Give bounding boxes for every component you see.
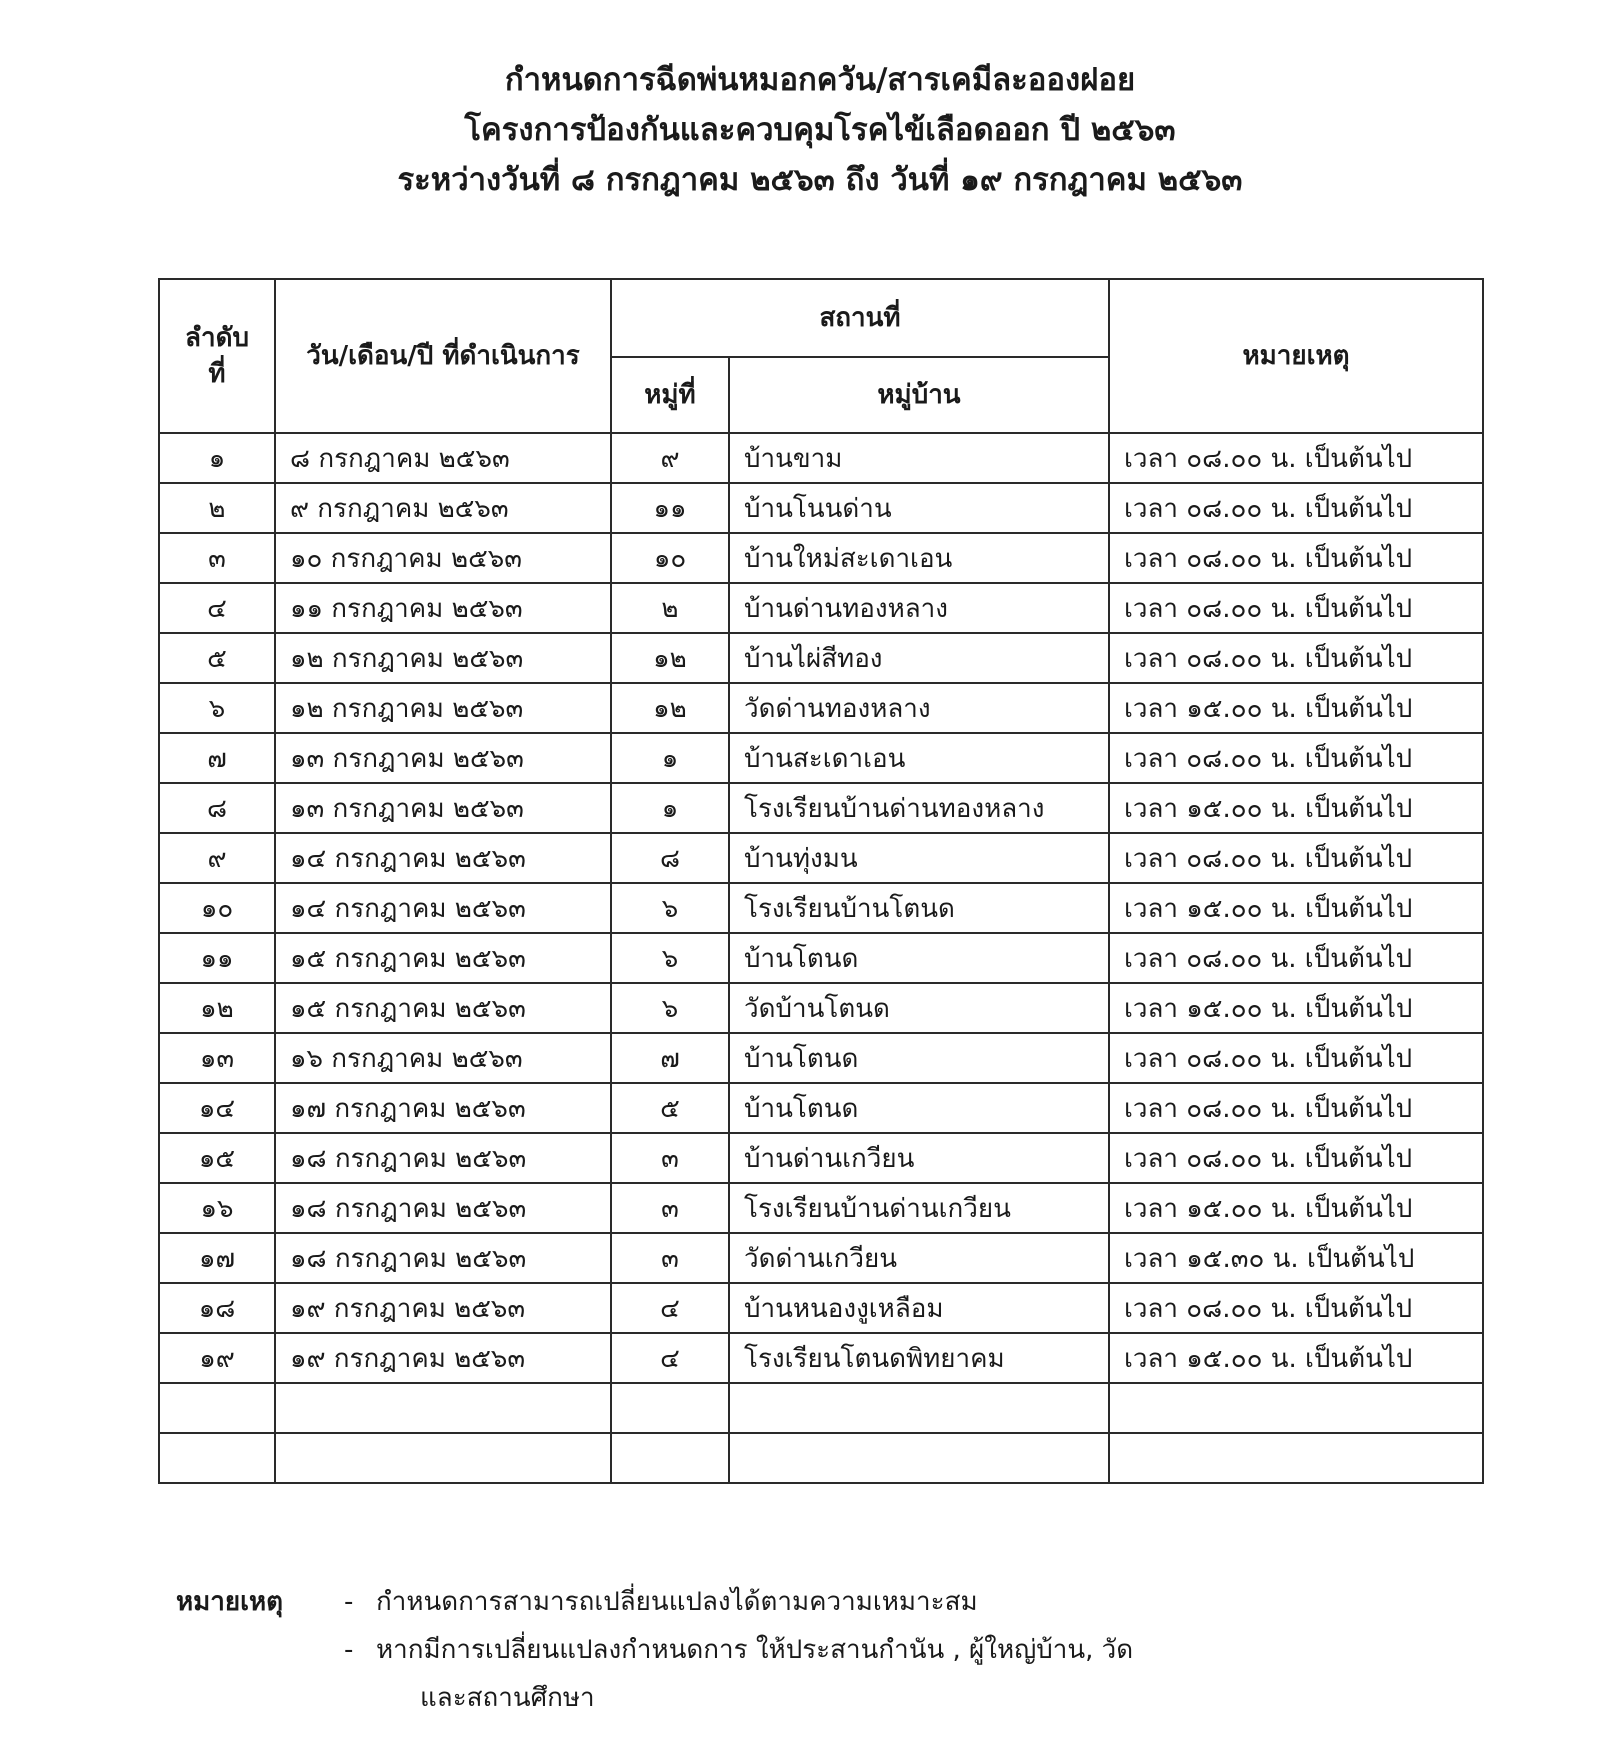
row-village: โรงเรียนโตนดพิทยาคม [729, 1333, 1109, 1383]
table-row [159, 1283, 1483, 1333]
table-row [159, 433, 1483, 483]
empty-cell [275, 1433, 611, 1483]
row-village: บ้านขาม [729, 433, 1109, 483]
table-row [159, 1333, 1483, 1383]
row-remark: เวลา ๑๕.๐๐ น. เป็นต้นไป [1109, 883, 1483, 933]
row-moo: ๖ [611, 883, 729, 933]
empty-cell [611, 1433, 729, 1483]
row-moo: ๓ [611, 1133, 729, 1183]
table-row [159, 833, 1483, 883]
row-moo: ๘ [611, 833, 729, 883]
row-village: บ้านโนนด่าน [729, 483, 1109, 533]
row-number: ๑๘ [159, 1283, 275, 1333]
row-date: ๑๕ กรกฎาคม ๒๕๖๓ [275, 983, 611, 1033]
header-moo: หมู่ที่ [611, 357, 729, 433]
row-number: ๙ [159, 833, 275, 883]
header-line-3: ระหว่างวันที่ ๘ กรกฎาคม ๒๕๖๓ ถึง วันที่ ๑๙ กรกฎาคม ๒๕๖๓ [397, 162, 1243, 198]
row-date: ๑๗ กรกฎาคม ๒๕๖๓ [275, 1083, 611, 1133]
row-remark: เวลา ๐๘.๐๐ น. เป็นต้นไป [1109, 1033, 1483, 1083]
row-remark: เวลา ๐๘.๐๐ น. เป็นต้นไป [1109, 933, 1483, 983]
row-remark: เวลา ๐๘.๐๐ น. เป็นต้นไป [1109, 833, 1483, 883]
table-row [159, 683, 1483, 733]
table-row [159, 1033, 1483, 1083]
header-line-2: โครงการป้องกันและควบคุมโรคไข้เลือดออก ปี ๒๕๖๓ [464, 112, 1176, 148]
row-date: ๑๘ กรกฎาคม ๒๕๖๓ [275, 1133, 611, 1183]
row-moo: ๑๒ [611, 683, 729, 733]
row-number: ๑๕ [159, 1133, 275, 1183]
row-date: ๑๓ กรกฎาคม ๒๕๖๓ [275, 783, 611, 833]
table-row [159, 783, 1483, 833]
row-remark: เวลา ๐๘.๐๐ น. เป็นต้นไป [1109, 583, 1483, 633]
row-remark: เวลา ๑๕.๐๐ น. เป็นต้นไป [1109, 983, 1483, 1033]
row-remark: เวลา ๐๘.๐๐ น. เป็นต้นไป [1109, 533, 1483, 583]
row-remark: เวลา ๑๕.๐๐ น. เป็นต้นไป [1109, 783, 1483, 833]
row-number: ๒ [159, 483, 275, 533]
row-moo: ๒ [611, 583, 729, 633]
row-moo: ๓ [611, 1233, 729, 1283]
row-village: บ้านด่านทองหลาง [729, 583, 1109, 633]
row-number: ๖ [159, 683, 275, 733]
row-number: ๔ [159, 583, 275, 633]
header-village: หมู่บ้าน [729, 357, 1109, 433]
row-remark: เวลา ๑๕.๐๐ น. เป็นต้นไป [1109, 683, 1483, 733]
row-number: ๑๔ [159, 1083, 275, 1133]
notes-dash-1: - [344, 1587, 354, 1617]
row-number: ๘ [159, 783, 275, 833]
row-remark: เวลา ๐๘.๐๐ น. เป็นต้นไป [1109, 1283, 1483, 1333]
header-place: สถานที่ [611, 279, 1109, 357]
row-date: ๑๐ กรกฎาคม ๒๕๖๓ [275, 533, 611, 583]
notes-dash-2: - [344, 1635, 354, 1665]
notes-item-2: หากมีการเปลี่ยนแปลงกำหนดการ ให้ประสานกำนัน , ผู้ใหญ่บ้าน, วัด [376, 1635, 1134, 1665]
row-date: ๑๙ กรกฎาคม ๒๕๖๓ [275, 1333, 611, 1383]
row-moo: ๓ [611, 1183, 729, 1233]
row-number: ๑๓ [159, 1033, 275, 1083]
row-village: โรงเรียนบ้านด่านเกวียน [729, 1183, 1109, 1233]
row-village: บ้านทุ่งมน [729, 833, 1109, 883]
header-line-1: กำหนดการฉีดพ่นหมอกควัน/สารเคมีละอองฝอย [504, 62, 1136, 98]
row-number: ๗ [159, 733, 275, 783]
row-number: ๑๙ [159, 1333, 275, 1383]
row-village: วัดบ้านโตนด [729, 983, 1109, 1033]
row-village: วัดด่านเกวียน [729, 1233, 1109, 1283]
table-row [159, 1183, 1483, 1233]
document-header [0, 55, 1600, 205]
empty-table-row [159, 1433, 1483, 1483]
table-row [159, 883, 1483, 933]
row-date: ๑๘ กรกฎาคม ๒๕๖๓ [275, 1183, 611, 1233]
row-date: ๑๔ กรกฎาคม ๒๕๖๓ [275, 883, 611, 933]
row-moo: ๖ [611, 983, 729, 1033]
row-number: ๕ [159, 633, 275, 683]
row-remark: เวลา ๑๕.๐๐ น. เป็นต้นไป [1109, 1183, 1483, 1233]
row-moo: ๑๒ [611, 633, 729, 683]
row-remark: เวลา ๐๘.๐๐ น. เป็นต้นไป [1109, 1133, 1483, 1183]
empty-cell [1109, 1383, 1483, 1433]
empty-cell [159, 1383, 275, 1433]
row-village: บ้านโตนด [729, 933, 1109, 983]
row-date: ๑๒ กรกฎาคม ๒๕๖๓ [275, 683, 611, 733]
table-row [159, 1133, 1483, 1183]
row-moo: ๗ [611, 1033, 729, 1083]
row-number: ๑๐ [159, 883, 275, 933]
row-moo: ๕ [611, 1083, 729, 1133]
empty-cell [729, 1383, 1109, 1433]
table-row [159, 1083, 1483, 1133]
row-date: ๙ กรกฎาคม ๒๕๖๓ [275, 483, 611, 533]
row-number: ๑๑ [159, 933, 275, 983]
table-row [159, 983, 1483, 1033]
table-row [159, 1233, 1483, 1283]
notes-item-2-cont: และสถานศึกษา [420, 1683, 595, 1713]
row-number: ๑๖ [159, 1183, 275, 1233]
row-village: บ้านด่านเกวียน [729, 1133, 1109, 1183]
row-date: ๑๙ กรกฎาคม ๒๕๖๓ [275, 1283, 611, 1333]
row-moo: ๔ [611, 1333, 729, 1383]
row-moo: ๑ [611, 733, 729, 783]
row-date: ๑๖ กรกฎาคม ๒๕๖๓ [275, 1033, 611, 1083]
row-date: ๑๕ กรกฎาคม ๒๕๖๓ [275, 933, 611, 983]
row-remark: เวลา ๐๘.๐๐ น. เป็นต้นไป [1109, 733, 1483, 783]
row-moo: ๑๐ [611, 533, 729, 583]
row-remark: เวลา ๐๘.๐๐ น. เป็นต้นไป [1109, 433, 1483, 483]
row-village: บ้านหนองงูเหลือม [729, 1283, 1109, 1333]
row-village: บ้านสะเดาเอน [729, 733, 1109, 783]
notes-section [176, 1578, 1476, 1722]
row-date: ๑๑ กรกฎาคม ๒๕๖๓ [275, 583, 611, 633]
table-row [159, 483, 1483, 533]
row-moo: ๑ [611, 783, 729, 833]
empty-cell [1109, 1433, 1483, 1483]
row-number: ๑๒ [159, 983, 275, 1033]
header-date: วัน/เดือน/ปี ที่ดำเนินการ [275, 279, 611, 433]
row-village: โรงเรียนบ้านโตนด [729, 883, 1109, 933]
table-row [159, 733, 1483, 783]
row-village: วัดด่านทองหลาง [729, 683, 1109, 733]
notes-item-1: กำหนดการสามารถเปลี่ยนแปลงได้ตามความเหมาะสม [376, 1587, 978, 1617]
row-remark: เวลา ๐๘.๐๐ น. เป็นต้นไป [1109, 483, 1483, 533]
header-remark: หมายเหตุ [1109, 279, 1483, 433]
row-remark: เวลา ๑๕.๓๐ น. เป็นต้นไป [1109, 1233, 1483, 1283]
row-date: ๑๓ กรกฎาคม ๒๕๖๓ [275, 733, 611, 783]
row-village: บ้านไผ่สีทอง [729, 633, 1109, 683]
row-village: โรงเรียนบ้านด่านทองหลาง [729, 783, 1109, 833]
row-moo: ๖ [611, 933, 729, 983]
empty-cell [159, 1433, 275, 1483]
header-no: ลำดับ ที่ [159, 279, 275, 433]
row-village: บ้านใหม่สะเดาเอน [729, 533, 1109, 583]
row-date: ๑๔ กรกฎาคม ๒๕๖๓ [275, 833, 611, 883]
empty-cell [611, 1383, 729, 1433]
row-moo: ๔ [611, 1283, 729, 1333]
notes-label: หมายเหตุ [176, 1587, 284, 1617]
row-moo: ๑๑ [611, 483, 729, 533]
schedule-table [158, 278, 1484, 1484]
row-number: ๑๗ [159, 1233, 275, 1283]
row-date: ๑๒ กรกฎาคม ๒๕๖๓ [275, 633, 611, 683]
row-village: บ้านโตนด [729, 1033, 1109, 1083]
empty-cell [729, 1433, 1109, 1483]
row-moo: ๙ [611, 433, 729, 483]
row-remark: เวลา ๐๘.๐๐ น. เป็นต้นไป [1109, 1083, 1483, 1133]
row-date: ๘ กรกฎาคม ๒๕๖๓ [275, 433, 611, 483]
row-number: ๓ [159, 533, 275, 583]
row-remark: เวลา ๑๕.๐๐ น. เป็นต้นไป [1109, 1333, 1483, 1383]
empty-cell [275, 1383, 611, 1433]
row-remark: เวลา ๐๘.๐๐ น. เป็นต้นไป [1109, 633, 1483, 683]
table-row [159, 633, 1483, 683]
row-number: ๑ [159, 433, 275, 483]
row-village: บ้านโตนด [729, 1083, 1109, 1133]
table-row [159, 533, 1483, 583]
empty-table-row [159, 1383, 1483, 1433]
table-row [159, 583, 1483, 633]
table-row [159, 933, 1483, 983]
row-date: ๑๘ กรกฎาคม ๒๕๖๓ [275, 1233, 611, 1283]
